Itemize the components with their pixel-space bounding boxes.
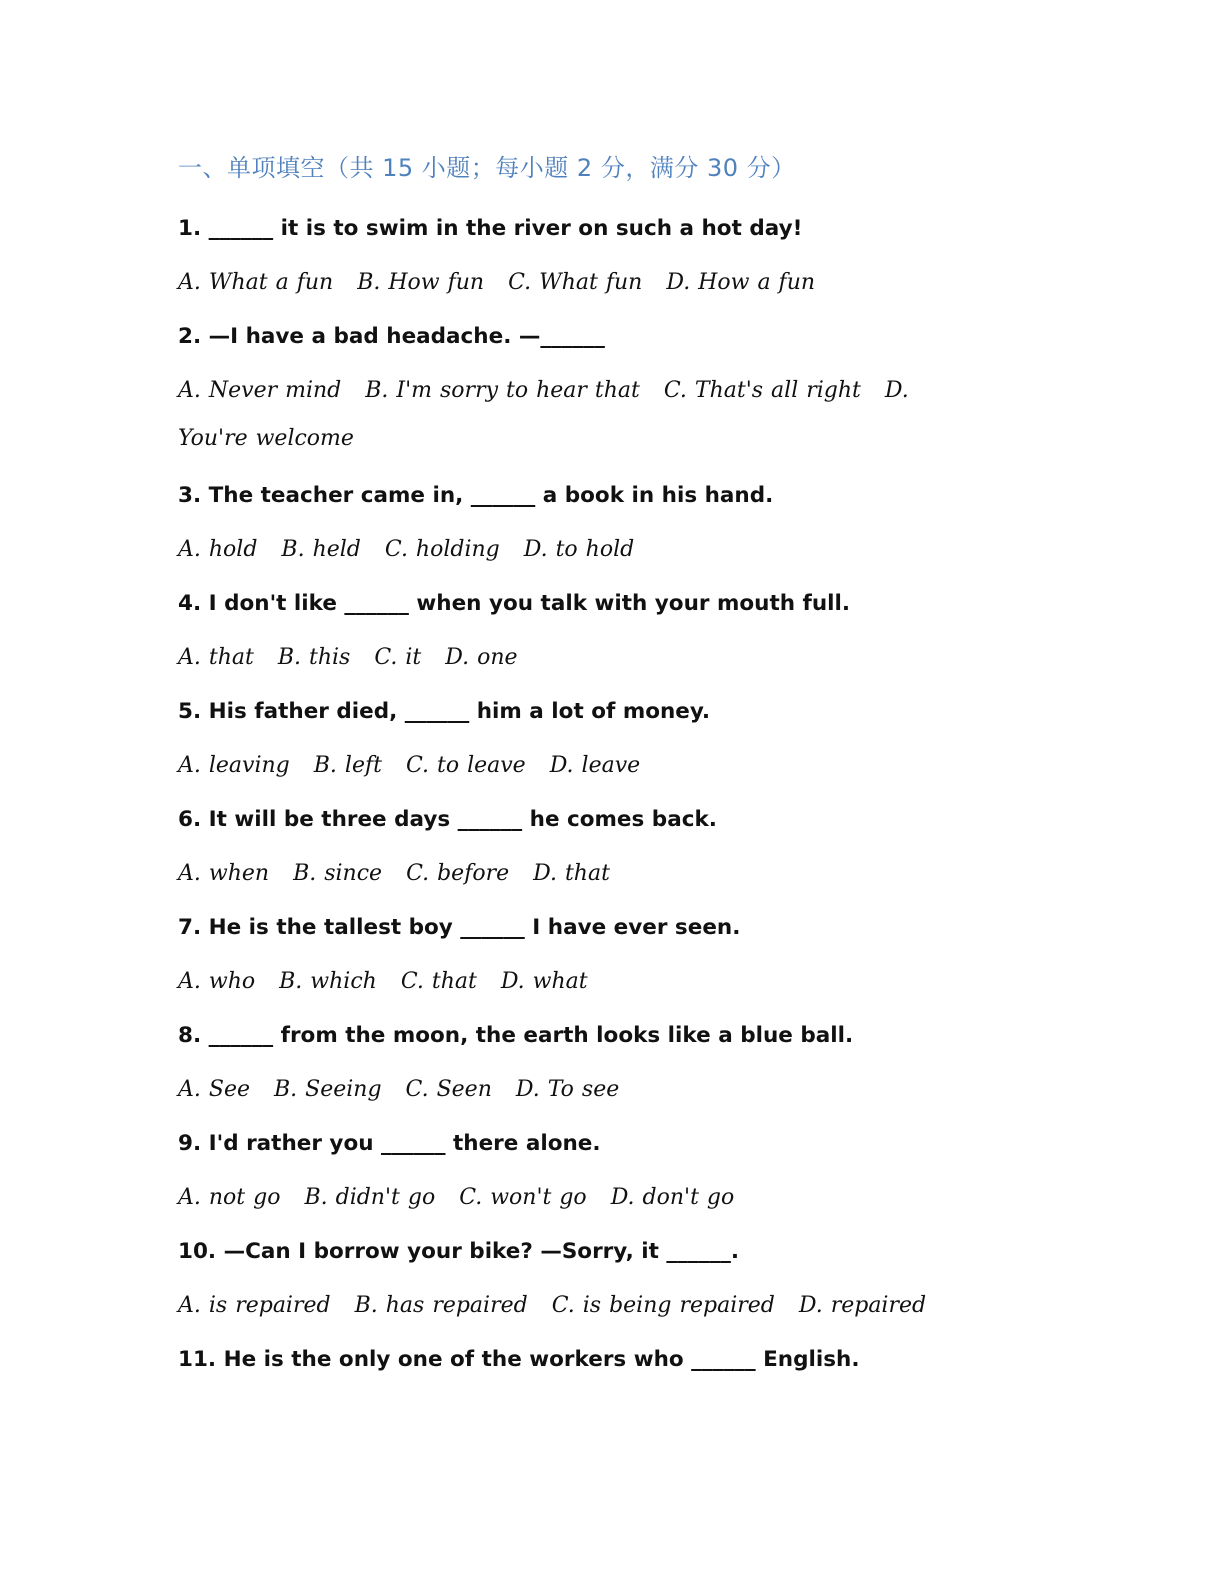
option-d: D. one (445, 645, 518, 670)
question-options (178, 847, 978, 901)
option-c: C. it (374, 645, 422, 670)
option-c: C. to leave (405, 753, 526, 778)
option-d: D. To see (515, 1077, 620, 1102)
question-options (178, 955, 978, 1009)
option-a: A. when (178, 861, 270, 886)
option-b: B. left (313, 753, 382, 778)
option-d: D. repaired (798, 1293, 927, 1318)
option-d: D. don't go (610, 1185, 735, 1210)
question-options (178, 631, 978, 685)
option-a: A. See (178, 1077, 250, 1102)
option-a: A. that (178, 645, 254, 670)
option-b: B. has repaired (354, 1293, 528, 1318)
option-a: A. is repaired (178, 1293, 331, 1318)
exam-section (178, 146, 978, 1387)
option-d: D. that (533, 861, 610, 886)
option-b: B. held (281, 537, 361, 562)
question-options (178, 364, 978, 469)
question-options (178, 739, 978, 793)
question-stem: 7. He is the tallest boy ______ I have ever seen. (178, 915, 741, 940)
option-d: D. leave (549, 753, 641, 778)
option-b: B. since (293, 861, 383, 886)
option-c: C. holding (384, 537, 500, 562)
section-title: 一、单项填空（共 15 小题；每小题 2 分，满分 30 分） (178, 154, 796, 182)
question-options (178, 256, 978, 310)
option-c: C. that (400, 969, 477, 994)
question-stem: 6. It will be three days ______ he comes back. (178, 807, 717, 832)
question-stem: 11. He is the only one of the workers who ______ English. (178, 1347, 860, 1372)
option-c: C. That's all right (663, 378, 861, 403)
question-options (178, 523, 978, 577)
question-options (178, 1279, 978, 1333)
option-a: A. who (178, 969, 256, 994)
question-stem: 5. His father died, ______ him a lot of money. (178, 699, 711, 724)
option-d: D. You're welcome (178, 378, 909, 451)
question-options (178, 1171, 978, 1225)
option-c: C. is being repaired (551, 1293, 775, 1318)
option-a: A. leaving (178, 753, 290, 778)
question-stem: 1. ______ it is to swim in the river on such a hot day! (178, 216, 803, 241)
question-stem: 3. The teacher came in, ______ a book in his hand. (178, 483, 774, 508)
option-d: D. How a fun (666, 270, 816, 295)
option-b: B. I'm sorry to hear that (365, 378, 640, 403)
option-b: B. How fun (357, 270, 485, 295)
question-stem: 10. —Can I borrow your bike? —Sorry, it ______. (178, 1239, 740, 1264)
question-stem: 9. I'd rather you ______ there alone. (178, 1131, 601, 1156)
option-a: A. hold (178, 537, 258, 562)
option-a: A. not go (178, 1185, 281, 1210)
option-d: D. what (500, 969, 588, 994)
option-c: C. What fun (508, 270, 643, 295)
question-options (178, 1063, 978, 1117)
option-c: C. Seen (405, 1077, 492, 1102)
question-stem: 4. I don't like ______ when you talk with your mouth full. (178, 591, 851, 616)
question-stem: 2. —I have a bad headache. —______ (178, 324, 605, 349)
option-c: C. won't go (459, 1185, 587, 1210)
option-b: B. didn't go (304, 1185, 436, 1210)
option-c: C. before (406, 861, 510, 886)
option-b: B. Seeing (273, 1077, 382, 1102)
question-stem: 8. ______ from the moon, the earth looks like a blue ball. (178, 1023, 854, 1048)
option-d: D. to hold (523, 537, 635, 562)
option-b: B. this (277, 645, 351, 670)
option-a: A. Never mind (178, 378, 342, 403)
option-a: A. What a fun (178, 270, 334, 295)
option-b: B. which (279, 969, 377, 994)
